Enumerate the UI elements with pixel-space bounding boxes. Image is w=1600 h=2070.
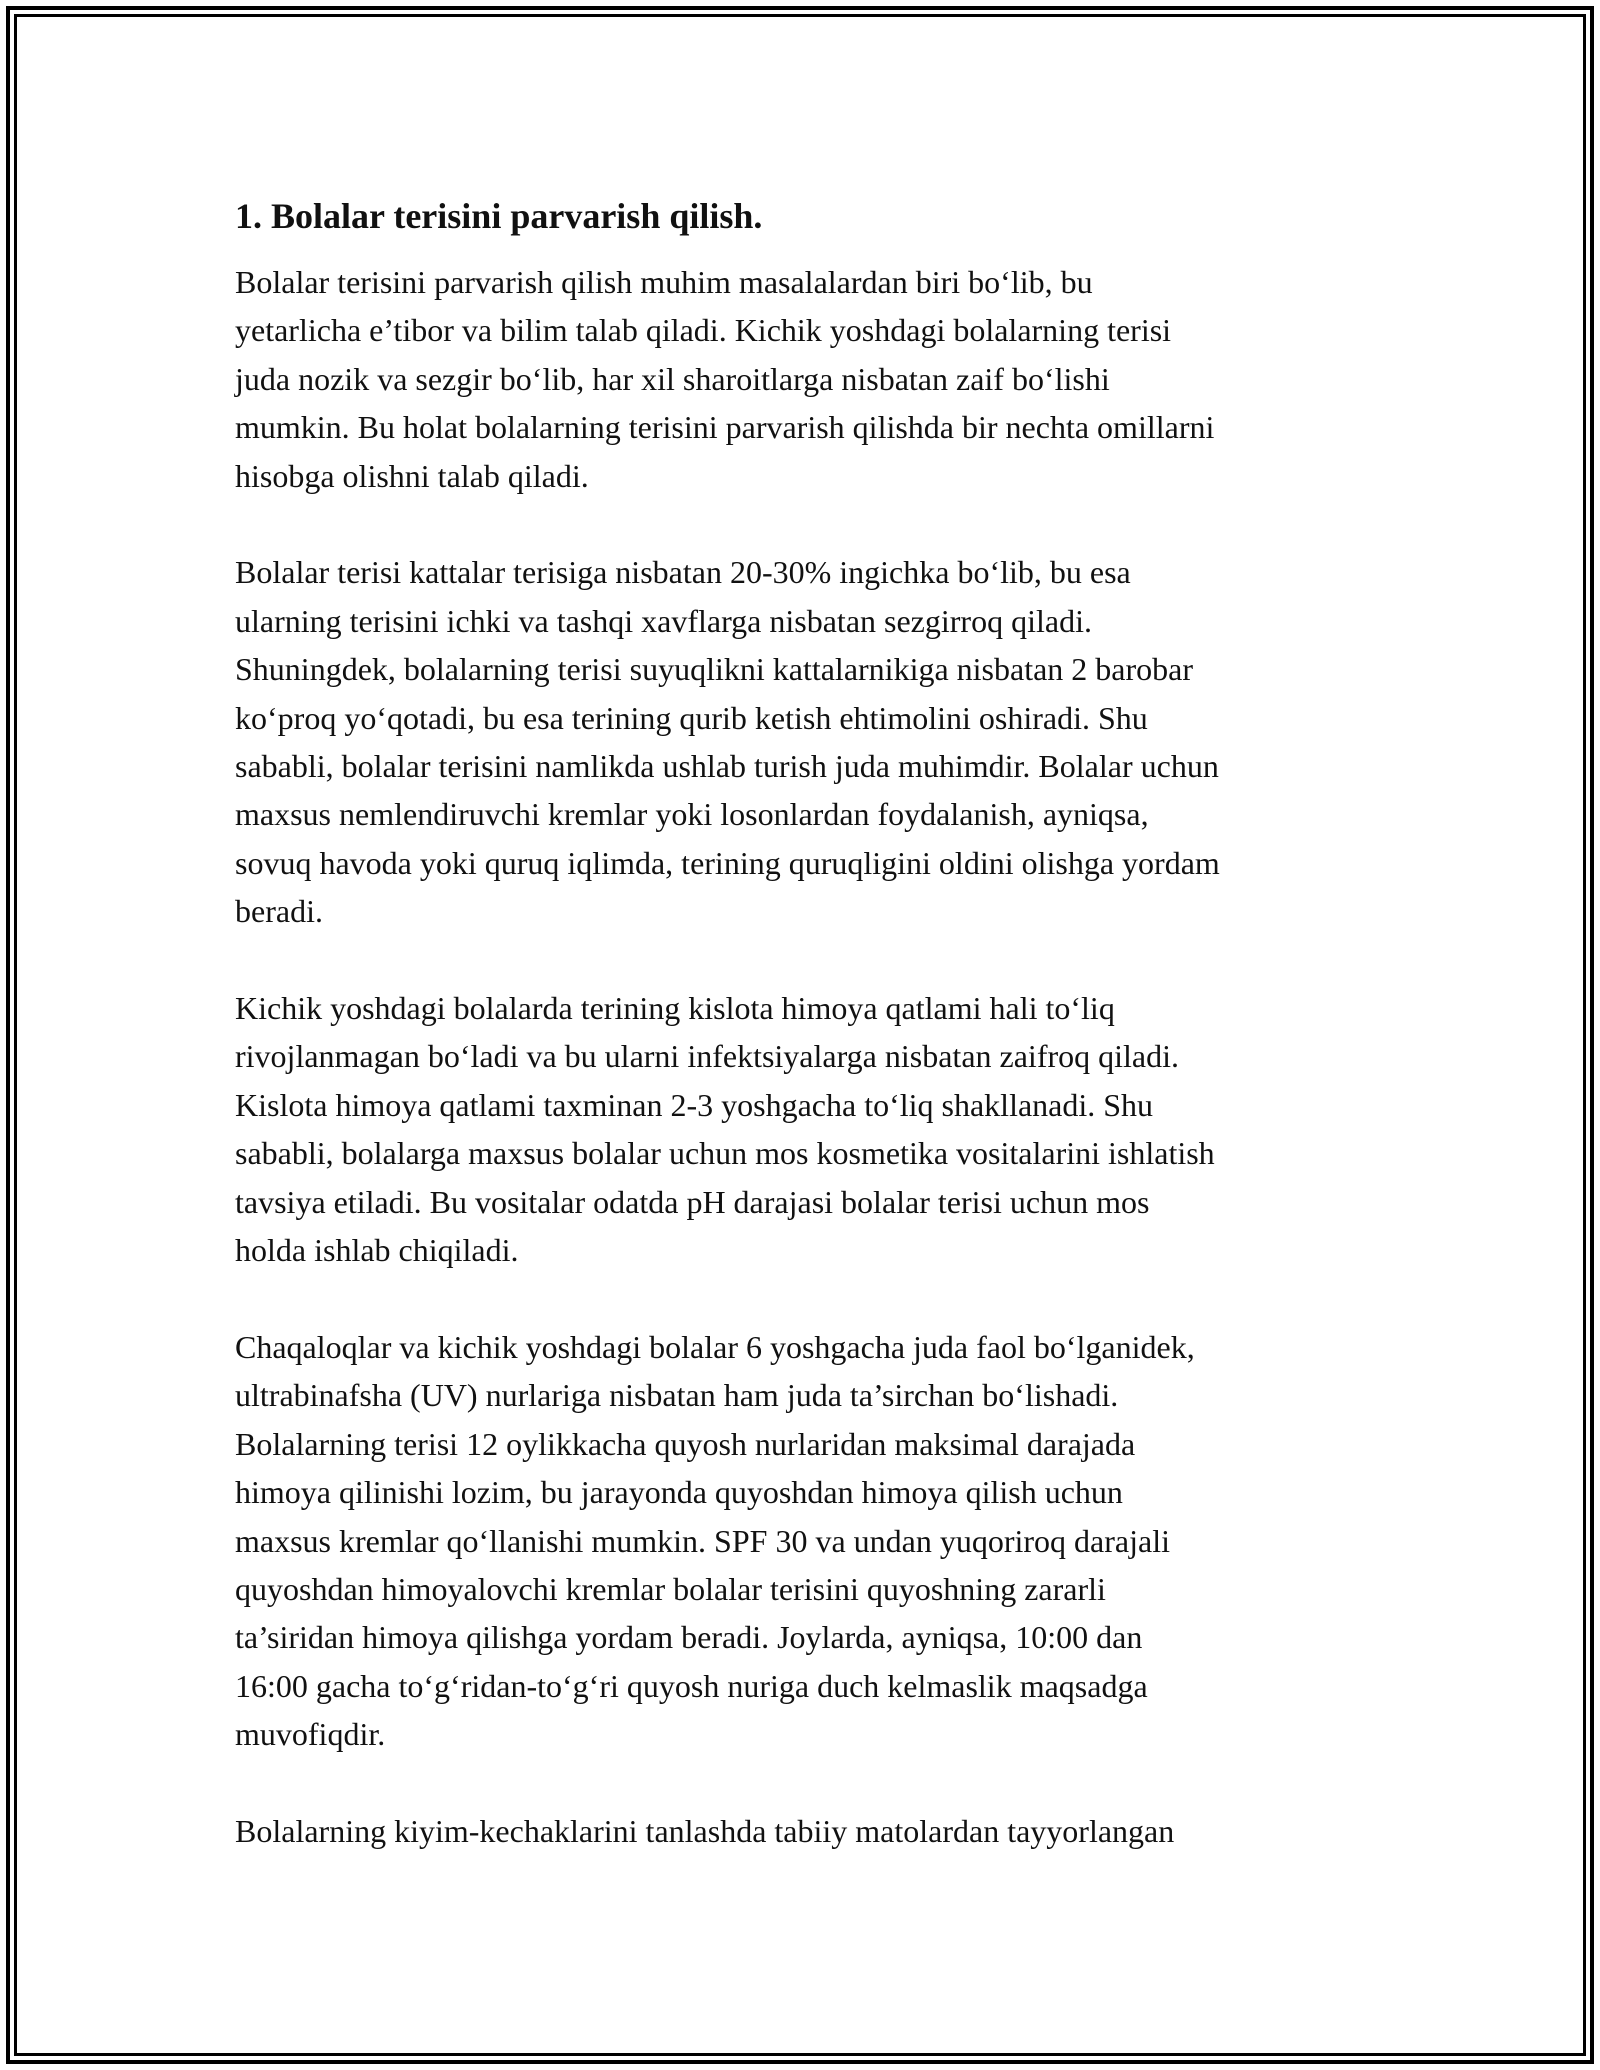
text-line: maxsus nemlendiruvchi kremlar yoki losonlardan foydalanish, ayniqsa, — [235, 796, 1149, 833]
text-line: Chaqaloqlar va kichik yoshdagi bolalar 6 yoshgacha juda faol bo‘lganidek, — [235, 1328, 1195, 1365]
text-line: quyoshdan himoyalovchi kremlar bolalar terisini quyoshning zararli — [235, 1570, 1106, 1607]
text-line: tavsiya etiladi. Bu vositalar odatda pH darajasi bolalar terisi uchun mos — [235, 1183, 1150, 1220]
text-line: ultrabinafsha (UV) nurlariga nisbatan ham juda ta’sirchan bo‘lishadi. — [235, 1377, 1119, 1414]
text-line: Bolalar terisi kattalar terisiga nisbatan 20-30% ingichka bo‘lib, bu esa — [235, 554, 1131, 591]
text-line: holda ishlab chiqiladi. — [235, 1232, 519, 1269]
text-line: 16:00 gacha to‘g‘ridan-to‘g‘ri quyosh nuriga duch kelmaslik maqsadga — [235, 1667, 1148, 1704]
section-heading: 1. Bolalar terisini parvarish qilish. — [235, 196, 763, 236]
text-line: Kislota himoya qatlami taxminan 2-3 yoshgacha to‘liq shakllanadi. Shu — [235, 1086, 1154, 1123]
text-line: yetarlicha e’tibor va bilim talab qiladi. Kichik yoshdagi bolalarning terisi — [235, 312, 1172, 349]
paragraph-1 — [235, 258, 1375, 500]
text-line: Bolalar terisini parvarish qilish muhim masalalardan biri bo‘lib, bu — [235, 264, 1093, 300]
text-line: beradi. — [235, 893, 323, 930]
text-line: muvofiqdir. — [235, 1716, 386, 1753]
text-line: ta’siridan himoya qilishga yordam beradi. Joylarda, ayniqsa, 10:00 dan — [235, 1619, 1143, 1656]
text-line: sababli, bolalar terisini namlikda ushlab turish juda muhimdir. Bolalar uchun — [235, 748, 1219, 785]
text-line: ularning terisini ichki va tashqi xavflarga nisbatan sezgirroq qiladi. — [235, 602, 1092, 639]
text-line: Bolalarning terisi 12 oylikkacha quyosh nurlaridan maksimal darajada — [235, 1425, 1136, 1462]
text-line: maxsus kremlar qo‘llanishi mumkin. SPF 30 va undan yuqoriroq darajali — [235, 1522, 1170, 1559]
text-line: Bolalarning kiyim-kechaklarini tanlashda tabiiy matolardan tayyorlangan — [235, 1812, 1175, 1849]
text-line: sababli, bolalarga maxsus bolalar uchun mos kosmetika vositalarini ishlatish — [235, 1135, 1215, 1172]
paragraph-2 — [235, 548, 1375, 935]
text-line: Shuningdek, bolalarning terisi suyuqlikni kattalarnikiga nisbatan 2 barobar — [235, 651, 1194, 688]
text-line: mumkin. Bu holat bolalarning terisini parvarish qilishda bir nechta omillarni — [235, 409, 1215, 446]
text-line: juda nozik va sezgir bo‘lib, har xil sharoitlarga nisbatan zaif bo‘lishi — [235, 360, 1110, 397]
paragraph-3 — [235, 984, 1375, 1274]
document-body — [235, 186, 1375, 1904]
text-line: Kichik yoshdagi bolalarda terining kislota himoya qatlami hali to‘liq — [235, 990, 1115, 1027]
text-line: rivojlanmagan bo‘ladi va bu ularni infektsiyalarga nisbatan zaifroq qiladi. — [235, 1038, 1179, 1075]
text-line: sovuq havoda yoki quruq iqlimda, terining quruqligini oldini olishga yordam — [235, 844, 1220, 881]
text-line: hisobga olishni talab qiladi. — [235, 457, 589, 494]
text-line: himoya qilinishi lozim, bu jarayonda quyoshdan himoya qilish uchun — [235, 1474, 1123, 1511]
text-line: ko‘proq yo‘qotadi, bu esa terining qurib ketish ehtimolini oshiradi. Shu — [235, 699, 1148, 736]
paragraph-4 — [235, 1323, 1375, 1759]
paragraph-5 — [235, 1807, 1375, 1855]
